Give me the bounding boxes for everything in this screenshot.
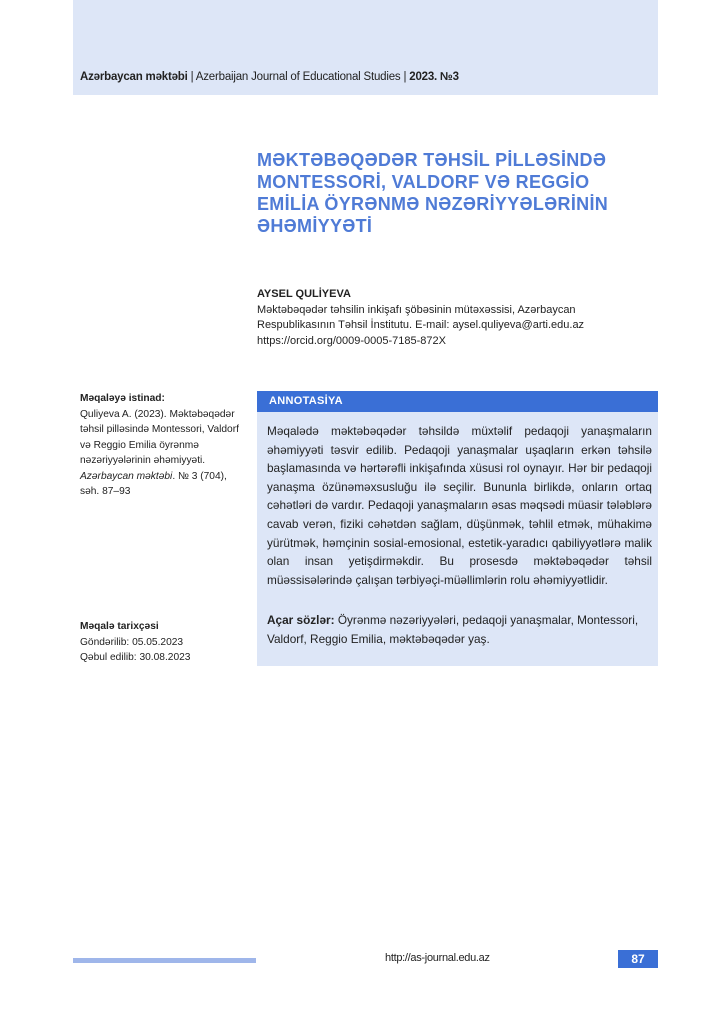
journal-name-en: Azerbaijan Journal of Educational Studies [195,71,401,83]
author-affiliation: Məktəbəqədər təhsilin inkişafı şöbəsinin mütəxəssisi, Azərbaycan [257,303,576,316]
title-line: MƏKTƏBƏQƏDƏR TƏHSİL PİLLƏSİNDƏ [257,150,607,170]
title-line: EMİLİA ÖYRƏNMƏ NƏZƏRİYYƏLƏRİNİN [257,194,609,214]
journal-issue: 2023. №3 [409,71,459,83]
header-separator: | [400,71,410,83]
citation-text: təhsil pilləsində Montessori, Valdorf [80,424,239,435]
footer-url[interactable]: http://as-journal.edu.az [385,952,490,964]
citation-label: Məqaləyə istinad: [80,393,165,404]
citation-pages: səh. 87–93 [80,486,131,497]
citation-text: . № 3 (704), [172,470,227,482]
citation-journal: Azərbaycan məktəbi [80,470,173,482]
accepted-date: Qəbul edilib: 30.08.2023 [80,652,191,663]
keywords [267,611,652,648]
citation-block [80,391,245,500]
page-number: 87 [618,950,658,968]
author-affiliation: Respublikasının Təhsil İnstitutu. E-mail: aysel.quliyeva@arti.edu.az [257,319,585,331]
title-line: MONTESSORİ, VALDORF VƏ REGGİO [257,172,590,192]
article-history [80,619,245,666]
running-header [80,71,459,83]
history-label: Məqalə tarixçəsi [80,621,159,632]
abstract-heading [257,391,658,412]
title-line: ƏHƏMİYYƏTİ [257,216,373,236]
citation-text: nəzəriyyələrinin əhəmiyyəti. [80,455,206,466]
abstract-text: Məqalədə məktəbəqədər təhsildə müxtəlif pedaqoji yanaşmaların əhəmiyyəti təsvir edilib. Pedaqoji yanaşmalar uşaqların erkən təhsilə başlamasında və hərtərəfli inkişafında xüsusi rol oynayır. Hər bir pedaqoji yanaşma özünəməxsusluğu ilə seçilir. Bununla birlikdə, onların ortaq cəhətləri də vardır. Pedaqoji yanaşmaların əsas məqsədi müasir tələblərə cavab verən, fiziki cəhətdən sağlam, düşünmək, təhlil etmək, mühakimə yürütmək, həmçinin sosial-emosional, estetik-yaradıcı qabiliyyətlərə malik olan insan yetişdirməkdir. Bu prosesdə məktəbəqədər təhsil müəssisələrində çalışan tərbiyəçi-müəllimlərin rolu əhəmiyyətlidir. [267,424,652,587]
keywords-label: Açar sözlər: [267,613,335,627]
keywords-list: Öyrənmə nəzəriyyələri, pedaqoji yanaşmalar, Montessori, Valdorf, Reggio Emilia, məktəbəqədər yaş. [267,613,639,646]
abstract-heading-text: ANNOTASİYA [269,395,343,407]
article-title [257,149,657,237]
journal-name-az: Azərbaycan məktəbi [80,71,188,83]
author-name: AYSEL QULİYEVA [257,288,351,300]
author-orcid: https://orcid.org/0009-0005-7185-872X [257,334,446,347]
citation-text: və Reggio Emilia öyrənmə [80,439,199,451]
submitted-date: Göndərilib: 05.05.2023 [80,636,184,648]
citation-text: Quliyeva A. (2023). Məktəbəqədər [80,408,235,420]
author-block [257,287,657,349]
header-separator: | [187,71,196,83]
footer-bar [73,958,256,963]
